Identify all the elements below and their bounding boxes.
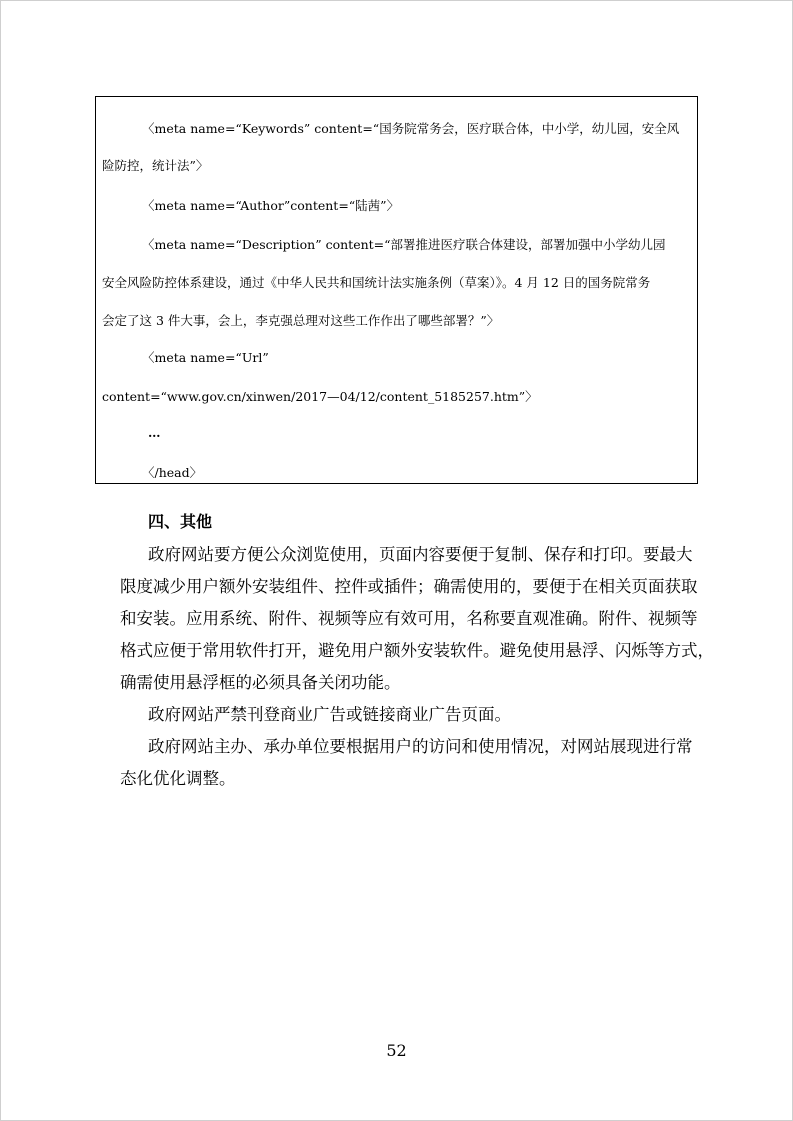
page-number: 52 — [386, 1041, 407, 1060]
code-line-keywords: 〈meta name=“Keywords” content=“国务院常务会，医疗联合体，中小学，幼儿园，安全风 — [142, 121, 680, 136]
code-line-ellipsis: … — [148, 425, 161, 440]
paragraph-line: 确需使用悬浮框的必须具备关闭功能。 — [120, 673, 401, 692]
section-heading: 四、其他 — [148, 512, 213, 531]
code-line-url: 〈meta name=“Url” — [142, 350, 269, 365]
paragraph-line: 格式应便于常用软件打开，避免用户额外安装软件。避免使用悬浮、闪烁等方式， — [120, 641, 714, 660]
code-line-url-cont: content=“www.gov.cn/xinwen/2017—04/12/content_5185257.htm”〉 — [102, 389, 538, 404]
code-line-author: 〈meta name=“Author”content=“陆茜”〉 — [142, 198, 400, 213]
paragraph-line: 限度减少用户额外安装组件、控件或插件；确需使用的，要便于在相关页面获取 — [120, 577, 698, 596]
code-line-description-cont1: 安全风险防控体系建设，通过《中华人民共和国统计法实施条例（草案）》。4 月 12 日的国务院常务 — [102, 275, 651, 290]
code-line-keywords-cont: 险防控，统计法”〉 — [102, 158, 209, 173]
code-line-description: 〈meta name=“Description” content=“部署推进医疗联合体建设，部署加强中小学幼儿园 — [142, 237, 666, 252]
code-line-head-close: 〈/head〉 — [142, 465, 203, 480]
paragraph-line: 态化优化调整。 — [120, 769, 236, 788]
code-line-description-cont2: 会定了这 3 件大事，会上，李克强总理对这些工作作出了哪些部署？”〉 — [102, 313, 500, 328]
paragraph-line: 和安装。应用系统、附件、视频等应有效可用，名称要直观准确。附件、视频等 — [120, 609, 698, 628]
paragraph-line: 政府网站严禁刊登商业广告或链接商业广告页面。 — [148, 705, 511, 724]
paragraph-line: 政府网站要方便公众浏览使用，页面内容要便于复制、保存和打印。要最大 — [148, 545, 693, 564]
paragraph-line: 政府网站主办、承办单位要根据用户的访问和使用情况，对网站展现进行常 — [148, 737, 693, 756]
code-snippet-box — [95, 96, 698, 484]
